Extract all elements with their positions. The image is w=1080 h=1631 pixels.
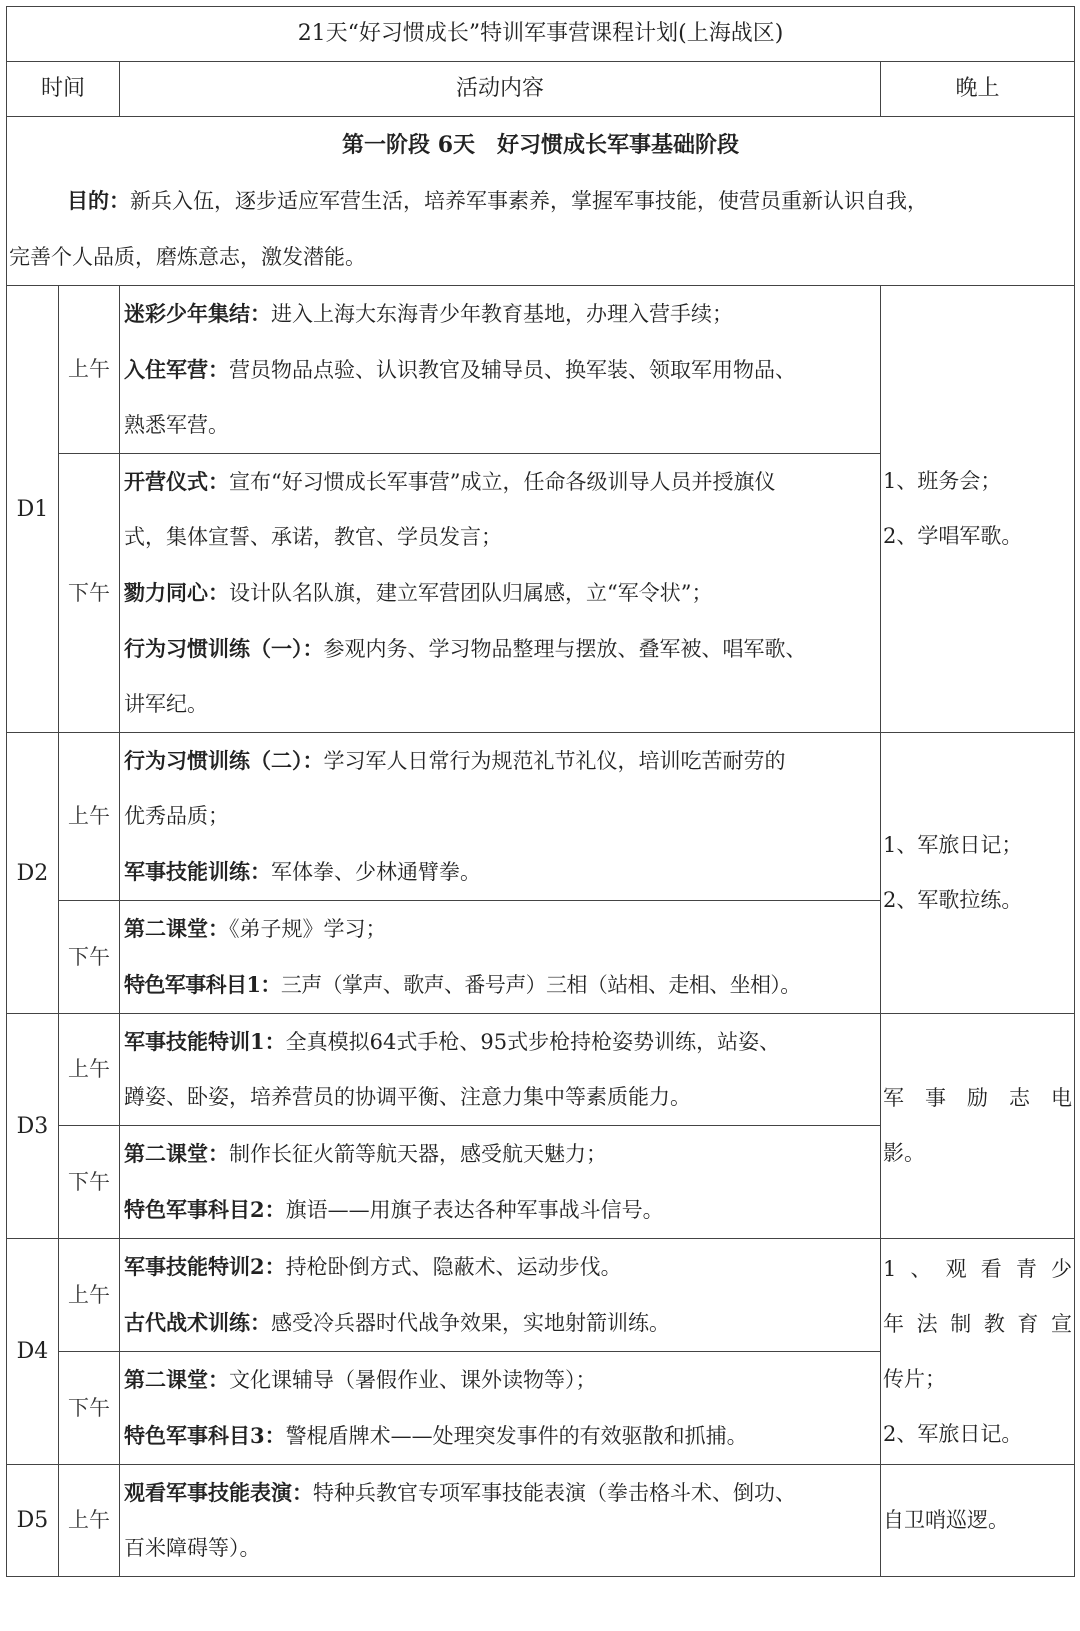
day-label: D3 [7, 1014, 59, 1239]
activity-label: 第二课堂： [124, 916, 229, 941]
evening-cell [881, 1465, 1075, 1577]
activity-cell [120, 901, 881, 1014]
activity-cell [120, 733, 881, 901]
period-am: 上午 [59, 286, 120, 454]
activity-text: 蹲姿、卧姿，培养营员的协调平衡、注意力集中等素质能力。 [124, 1085, 691, 1109]
evening-cell [881, 286, 1075, 733]
activity-text: 式，集体宣誓、承诺，教官、学员发言； [124, 525, 502, 549]
activity-text: 营员物品点验、认识教官及辅导员、换军装、领取军用物品、 [229, 358, 796, 382]
activity-cell [120, 1126, 881, 1239]
purpose-text-1: 新兵入伍，逐步适应军营生活，培养军事素养，掌握军事技能，使营员重新认识自我， [130, 189, 928, 213]
period-pm: 下午 [59, 454, 120, 733]
activity-text: 特种兵教官专项军事技能表演（拳击格斗术、倒功、 [313, 1481, 796, 1505]
table-row [7, 1239, 1075, 1352]
table-row [7, 286, 1075, 454]
activity-text: 熟悉军营。 [124, 413, 229, 437]
course-plan-table [6, 6, 1075, 1577]
activity-cell [120, 1239, 881, 1352]
activity-cell [120, 1352, 881, 1465]
table-row [7, 733, 1075, 901]
activity-label: 特色军事科目3： [124, 1423, 286, 1448]
day-label: D1 [7, 286, 59, 733]
activity-cell [120, 1465, 881, 1577]
activity-text: 全真模拟64式手枪、95式步枪持枪姿势训练，站姿、 [285, 1030, 781, 1054]
evening-cell [881, 733, 1075, 1014]
evening-cell [881, 1014, 1075, 1239]
activity-text: 旗语——用旗子表达各种军事战斗信号。 [285, 1198, 664, 1222]
period-pm: 下午 [59, 1126, 120, 1239]
activity-text: 设计队名队旗，建立军营团队归属感，立“军令状”； [229, 581, 713, 605]
period-am: 上午 [59, 733, 120, 901]
evening-item: 传片； [883, 1366, 946, 1391]
activity-label: 入住军营： [124, 357, 229, 382]
activity-label: 行为习惯训练（二）： [124, 748, 324, 773]
table-title: 21天“好习惯成长”特训军事营课程计划(上海战区) [7, 7, 1075, 62]
activity-label: 特色军事科目1： [124, 972, 281, 997]
day-label: D4 [7, 1239, 59, 1465]
activity-label: 古代战术训练： [124, 1310, 271, 1335]
activity-text: 优秀品质； [124, 804, 229, 828]
activity-label: 行为习惯训练（一）： [124, 636, 324, 661]
activity-text: 警棍盾牌术——处理突发事件的有效驱散和抓捕。 [285, 1424, 748, 1448]
period-am: 上午 [59, 1014, 120, 1126]
day-label: D5 [7, 1465, 59, 1577]
evening-item: 影。 [883, 1141, 925, 1165]
evening-item: 年法制教育宣 [883, 1311, 1073, 1336]
activity-text: 讲军纪。 [124, 692, 208, 716]
activity-text: 军体拳、少林通臂拳。 [271, 860, 481, 884]
evening-item: 1、观看青少 [883, 1256, 1073, 1281]
purpose-text-2: 完善个人品质，磨炼意志，激发潜能。 [9, 245, 366, 269]
purpose-label: 目的： [67, 188, 130, 213]
activity-text: 持枪卧倒方式、隐蔽术、运动步伐。 [285, 1255, 622, 1279]
period-pm: 下午 [59, 1352, 120, 1465]
evening-item: 2、学唱军歌。 [883, 524, 1023, 548]
activity-label: 迷彩少年集结： [124, 301, 271, 326]
evening-item: 1、军旅日记； [883, 833, 1023, 857]
activity-text: 制作长征火箭等航天器，感受航天魅力； [229, 1142, 607, 1166]
evening-item: 2、军旅日记。 [883, 1421, 1023, 1446]
activity-text: 《弟子规》学习； [229, 917, 387, 941]
activity-text: 百米障碍等）。 [124, 1536, 261, 1560]
stage-title: 第一阶段 6天 好习惯成长军事基础阶段 [342, 132, 739, 158]
evening-item: 自卫哨巡逻。 [883, 1508, 1009, 1532]
stage-purpose [7, 173, 1074, 285]
activity-label: 开营仪式： [124, 469, 229, 494]
activity-label: 特色军事科目2： [124, 1197, 286, 1222]
activity-text: 感受冷兵器时代战争效果，实地射箭训练。 [271, 1311, 670, 1335]
activity-label: 军事技能训练： [124, 859, 271, 884]
period-am: 上午 [59, 1239, 120, 1352]
activity-text: 文化课辅导（暑假作业、课外读物等）； [229, 1368, 597, 1392]
header-content: 活动内容 [120, 62, 881, 117]
activity-cell [120, 454, 881, 733]
activity-label: 勠力同心： [124, 580, 229, 605]
activity-cell [120, 1014, 881, 1126]
evening-item: 1、班务会； [883, 469, 1002, 493]
activity-label: 第二课堂： [124, 1367, 229, 1392]
table-row [7, 1014, 1075, 1126]
activity-label: 军事技能特训1： [124, 1029, 286, 1054]
activity-text: 学习军人日常行为规范礼节礼仪，培训吃苦耐劳的 [323, 749, 786, 773]
header-time: 时间 [7, 62, 120, 117]
activity-label: 第二课堂： [124, 1141, 229, 1166]
activity-label: 观看军事技能表演： [124, 1480, 313, 1505]
day-label: D2 [7, 733, 59, 1014]
activity-text: 进入上海大东海青少年教育基地，办理入营手续； [271, 302, 733, 326]
activity-cell [120, 286, 881, 454]
activity-label: 军事技能特训2： [124, 1254, 286, 1279]
activity-text: 宣布“好习惯成长军事营”成立，任命各级训导人员并授旗仪 [229, 470, 776, 494]
stage-section [7, 117, 1075, 286]
evening-item: 军事励志电 [883, 1086, 1073, 1110]
activity-text: 参观内务、学习物品整理与摆放、叠军被、唱军歌、 [323, 637, 807, 661]
period-am: 上午 [59, 1465, 120, 1577]
evening-item: 2、军歌拉练。 [883, 888, 1023, 912]
evening-cell [881, 1239, 1075, 1465]
header-evening: 晚上 [881, 62, 1075, 117]
activity-text: 三声（掌声、歌声、番号声）三相（站相、走相、坐相）。 [280, 973, 801, 997]
table-row [7, 1465, 1075, 1577]
period-pm: 下午 [59, 901, 120, 1014]
